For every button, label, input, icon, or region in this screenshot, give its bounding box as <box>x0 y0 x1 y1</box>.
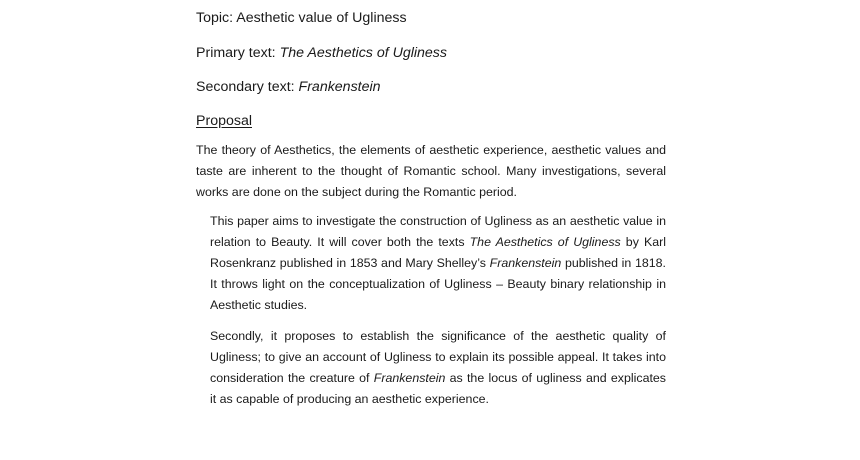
primary-text-value: The Aesthetics of Ugliness <box>279 45 447 61</box>
topic-label: Topic: <box>196 10 237 26</box>
primary-text-line <box>196 43 666 63</box>
paragraph-significance-text-2: as the locus of ugliness and explicates it as capable of producing an aesthetic experience. <box>210 371 666 406</box>
secondary-text-value: Frankenstein <box>298 79 381 95</box>
topic-value: Aesthetic value of Ugliness <box>236 10 407 26</box>
paragraph-investigation-text-2: by Karl Rosenkranz published in 1853 and Mary Shelley’s <box>210 235 666 270</box>
secondary-text-line <box>196 77 666 97</box>
paragraph-investigation-text-3: published in 1818. It throws light on the conceptualization of Ugliness – Beauty binary relationship in Aesthetic studies. <box>210 256 666 312</box>
paragraph-investigation-text-1: This paper aims to investigate the construction of Ugliness as an aesthetic value in relation to Beauty. It will cover both the texts <box>210 214 666 249</box>
intro-paragraph: The theory of Aesthetics, the elements of aesthetic experience, aesthetic values and taste are inherent to the thought of Romantic school. Many investigations, several works are done on the subject during the Romantic period. <box>196 143 666 199</box>
proposal-heading: Proposal <box>196 113 252 129</box>
paragraph-significance <box>210 326 666 410</box>
document-page <box>196 8 666 410</box>
secondary-text-label: Secondary text: <box>196 79 299 95</box>
title-frankenstein-2: Frankenstein <box>373 371 446 385</box>
title-aesthetics-of-ugliness: The Aesthetics of Ugliness <box>469 235 621 249</box>
title-frankenstein: Frankenstein <box>489 256 562 270</box>
primary-text-label: Primary text: <box>196 45 280 61</box>
paragraph-significance-text-1: Secondly, it proposes to establish the significance of the aesthetic quality of Ugliness; to give an account of Ugliness to explain its possible appeal. It takes into consideration the creature of <box>210 329 666 385</box>
topic-line <box>196 8 666 28</box>
paragraph-investigation <box>210 211 666 316</box>
